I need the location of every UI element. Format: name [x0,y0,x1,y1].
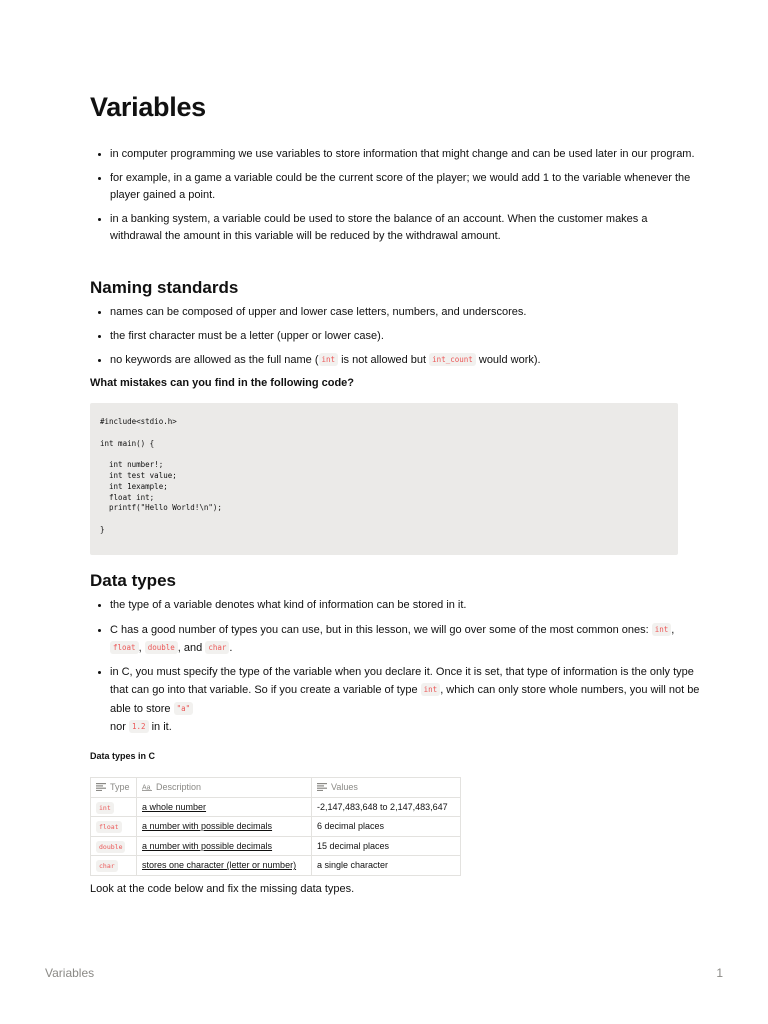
naming-heading: Naming standards [90,278,239,297]
table-title: Data types in C [90,751,156,761]
code-block [90,403,678,555]
column-header-label: Values [331,782,358,793]
row-link[interactable]: a whole number [142,801,207,812]
text: in C, you must specify the type of the variable when you declare it. Once it is set, that type of information is the only type that can go into that variable. So if you create a variable of type [110,665,694,696]
inline-code: char [96,860,118,872]
description-cell[interactable] [137,856,312,876]
svg-text:Aa: Aa [142,784,151,792]
inline-code: int_count [429,353,476,366]
inline-code: float [110,641,139,654]
question-text: What mistakes can you find in the following code? [90,377,355,389]
page-number: 1 [716,966,723,980]
description-cell[interactable] [137,817,312,837]
data-types-heading: Data types [90,571,176,590]
table-row [91,797,461,817]
code-content: #include<stdio.h> int main() { int number!; int test value; int 1example; float int; printf("Hello World!\n"); } [100,417,222,534]
inline-code: char [205,641,229,654]
instruction-text: Look at the code below and fix the missing data types. [90,883,355,895]
inline-code: 1.2 [129,720,149,733]
column-header-description[interactable] [137,778,312,798]
inline-code: int [652,623,672,636]
type-cell [91,797,137,817]
inline-code: int [319,353,339,366]
type-cell [91,817,137,837]
column-header-label: Type [110,782,130,793]
text: is not allowed but [338,354,430,366]
list-item: • in computer programming we use variables to store information that might change and can be used later in our program. [110,146,700,164]
type-cell [91,836,137,856]
text: nor [110,721,129,733]
footer-title: Variables [45,966,95,980]
inline-code: int [421,683,441,696]
list-item [110,351,700,370]
list-item [110,664,700,737]
list-item: • for example, in a game a variable could be the current score of the player; we would add 1 to the variable whenever the player gained a point. [110,170,700,205]
list-item [110,621,700,658]
values-cell: 15 decimal places [312,836,461,856]
values-cell: a single character [312,856,461,876]
column-header-values[interactable] [312,778,461,798]
row-link[interactable]: a number with possible decimals [142,840,273,851]
column-header-label: Description [156,782,202,793]
title-property-icon [142,783,152,791]
values-cell: 6 decimal places [312,817,461,837]
values-cell: -2,147,483,648 to 2,147,483,647 [312,797,461,817]
separator: . [229,642,233,654]
inline-code: int [96,802,114,814]
list-item: • names can be composed of upper and lower case letters, numbers, and underscores. [110,304,700,322]
separator: , [138,642,142,654]
text: C has a good number of types you can use, but in this lesson, we will go over some of the most common ones: [110,623,652,636]
page-title: Variables [90,92,206,122]
table-row [91,836,461,856]
text-property-icon [317,783,327,791]
intro-list [90,146,700,252]
description-cell[interactable] [137,836,312,856]
row-link[interactable]: a number with possible decimals [142,821,273,832]
list-item: • the type of a variable denotes what kind of information can be stored in it. [110,597,700,615]
list-item: • in a banking system, a variable could be used to store the balance of an account. When the customer makes a withdrawal the amount in this variable will be reduced by the withdrawal amount. [110,211,700,246]
data-types-list [90,597,700,743]
inline-code: "a" [174,702,194,715]
separator: , [671,623,675,636]
list-item: • the first character must be a letter (upper or lower case). [110,328,700,346]
text: , which can only store whole numbers, you will not be able to store [110,684,700,715]
table-header-row [91,778,461,798]
inline-code: float [96,821,122,833]
text-property-icon [96,783,106,791]
row-link[interactable]: stores one character (letter or number) [142,860,297,871]
table-row [91,817,461,837]
table-row [91,856,461,876]
data-types-table [90,777,461,876]
separator: , and [177,642,203,654]
text: in it. [148,721,172,733]
inline-code: double [145,641,178,654]
inline-code: double [96,841,125,853]
type-cell [91,856,137,876]
text: would work). [475,354,541,366]
text: no keywords are allowed as the full name ( [110,354,319,366]
naming-list [90,304,700,376]
column-header-type[interactable] [91,778,137,798]
description-cell[interactable] [137,797,312,817]
